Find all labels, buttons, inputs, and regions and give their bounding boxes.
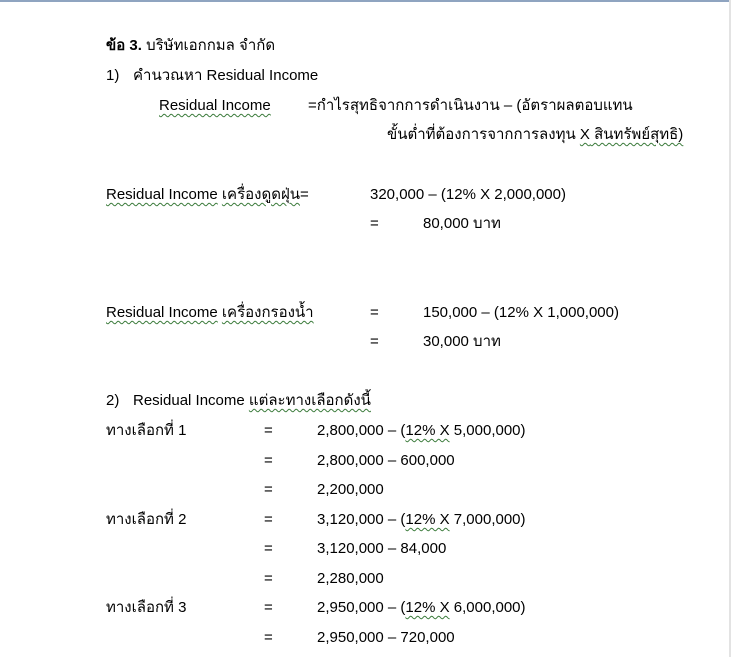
alternative-label: ทางเลือกที่ 3	[106, 599, 187, 616]
alternative-expression	[317, 569, 384, 589]
alternative-expression	[317, 628, 455, 648]
expression-main: 2,800,000 – (	[317, 422, 406, 439]
expression-rate-marker: 12% X	[405, 511, 450, 528]
calc-b-eq2: =	[370, 333, 379, 350]
expression-main: 2,950,000 – 720,000	[317, 629, 455, 646]
calc-a-expr: 320,000 – (12% X 2,000,000)	[370, 186, 566, 203]
expression-tail: 6,000,000)	[449, 599, 526, 616]
expression-main: 3,120,000 – 84,000	[317, 540, 447, 557]
expression-rate-marker: 12% X	[405, 599, 450, 616]
formula-line2-post: สินทรัพย์สุทธิ)	[589, 126, 684, 143]
expression-main: 2,950,000 – (	[317, 599, 406, 616]
expression-tail: 5,000,000)	[449, 422, 526, 439]
alternative-equals: =	[264, 540, 273, 557]
calc-b-item: เครื่องกรองน้ำ	[221, 304, 314, 321]
expression-main: 2,200,000	[317, 481, 384, 498]
expression-main: 2,280,000	[317, 570, 384, 587]
alternative-label: ทางเลือกที่ 1	[106, 422, 187, 439]
calc-a-term: Residual Income	[106, 186, 218, 203]
formula-line1: =กำไรสุทธิจากการดำเนินงาน – (อัตราผลตอบแทน	[308, 97, 633, 114]
heading-prefix: ข้อ 3.	[106, 37, 142, 54]
calc-a-eq2: =	[370, 215, 379, 232]
part1-number: 1)	[106, 67, 120, 84]
alternative-expression	[317, 539, 446, 559]
alternative-equals: =	[264, 629, 273, 646]
calc-b-eq1: =	[370, 304, 379, 321]
formula-term: Residual Income	[159, 97, 271, 114]
alternative-equals: =	[264, 599, 273, 616]
calc-b-term: Residual Income	[106, 304, 218, 321]
heading	[106, 36, 275, 56]
calc-a-item: เครื่องดูดฝุ่น	[221, 186, 300, 203]
alternative-equals: =	[264, 452, 273, 469]
alternative-expression	[317, 510, 526, 530]
expression-main: 3,120,000 – (	[317, 511, 406, 528]
alternative-expression	[317, 480, 384, 500]
expression-tail: 7,000,000)	[449, 511, 526, 528]
part2-title	[133, 391, 371, 411]
company-name: บริษัทเอกกมล จำกัด	[146, 37, 276, 54]
alternative-expression	[317, 598, 526, 618]
expression-main: 2,800,000 – 600,000	[317, 452, 455, 469]
part2-number: 2)	[106, 392, 120, 409]
alternative-equals: =	[264, 481, 273, 498]
calc-b-label	[106, 303, 314, 323]
part1-title: คำนวณหา Residual Income	[133, 67, 319, 84]
part2-title-post: แต่ละทางเลือกดังนี้	[248, 392, 371, 409]
formula-line2-x: X	[579, 126, 590, 143]
formula-line2-pre: ขั้นต่ำที่ต้องการจากการลงทุน	[387, 126, 580, 143]
formula-line2	[387, 125, 683, 145]
part2-title-pre: Residual Income	[133, 392, 245, 409]
top-border	[0, 0, 731, 2]
alternative-equals: =	[264, 570, 273, 587]
calc-a-result: 80,000 บาท	[423, 215, 501, 232]
calc-a-eq1: =	[299, 186, 309, 203]
alternative-equals: =	[264, 422, 273, 439]
expression-rate-marker: 12% X	[405, 422, 450, 439]
calc-a-label	[106, 185, 309, 205]
calc-b-expr: 150,000 – (12% X 1,000,000)	[423, 304, 619, 321]
alternative-equals: =	[264, 511, 273, 528]
alternative-expression	[317, 451, 455, 471]
calc-b-result: 30,000 บาท	[423, 333, 501, 350]
alternative-label: ทางเลือกที่ 2	[106, 511, 187, 528]
alternative-expression	[317, 421, 526, 441]
